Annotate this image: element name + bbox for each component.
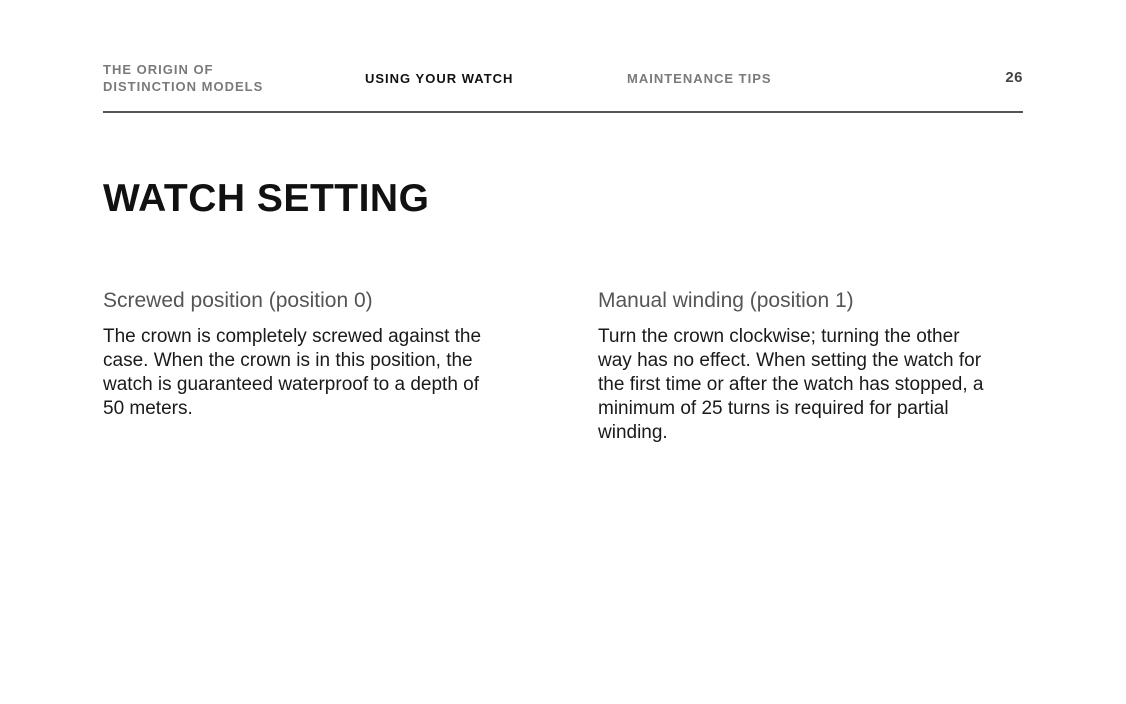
header-divider [103, 111, 1023, 113]
nav-maintenance-tips[interactable]: MAINTENANCE TIPS [627, 71, 772, 86]
nav-origin-of-distinction-models[interactable]: THE ORIGIN OF DISTINCTION MODELS [103, 62, 264, 94]
header-nav [103, 60, 1023, 100]
section-manual-winding [598, 287, 998, 445]
section-heading: Manual winding (position 1) [598, 289, 854, 312]
page-number: 26 [1005, 69, 1023, 86]
section-heading: Screwed position (position 0) [103, 289, 373, 312]
page-title: WATCH SETTING [103, 177, 430, 220]
section-screwed-position [103, 287, 503, 421]
section-body: The crown is completely screwed against the case. When the crown is in this position, the watch is guaranteed waterproof to a depth of 50 meters. [103, 326, 482, 419]
section-body: Turn the crown clockwise; turning the other way has no effect. When setting the watch for the first time or after the watch has stopped, a minimum of 25 turns is required for partial winding. [598, 326, 984, 443]
nav-using-your-watch[interactable]: USING YOUR WATCH [365, 71, 514, 86]
